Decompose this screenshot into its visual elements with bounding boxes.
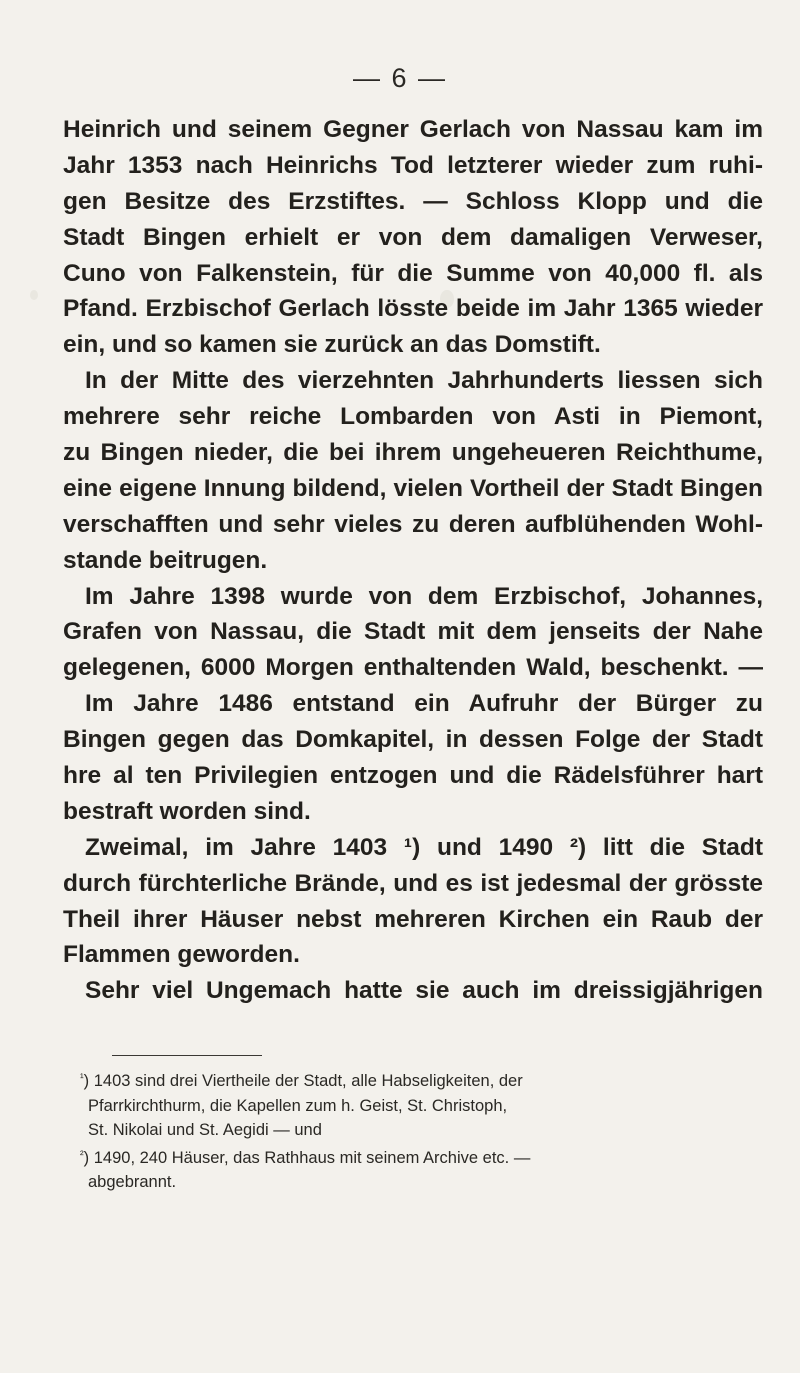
paragraph-start: Im Jahre 1486 entstand ein Aufruhr der Bürger zu [85,690,763,718]
footnote-text: ) 1490, 240 Häuser, das Rathhaus mit seinem Archive etc. — [83,1148,531,1167]
text-line: gen Besitze des Erzstiftes. — Schloss Klopp und die [63,187,763,215]
text-line: zu Bingen nieder, die bei ihrem ungeheueren Reichthume, [63,439,763,467]
text-line: Theil ihrer Häuser nebst mehreren Kirchen ein Raub der [63,905,763,933]
text-line: Heinrich und seinem Gegner Gerlach von Nassau kam im [63,116,763,143]
text-line: durch fürchterliche Brände, und es ist jedesmal der grösste [63,869,763,897]
footnote-mark: ² [80,1148,84,1161]
text-line: eine eigene Innung bildend, vielen Vortheil der Stadt Bingen [63,474,763,502]
text-line: Jahr 1353 nach Heinrichs Tod letzterer wieder zum ruhi- [63,151,763,179]
footnotes [80,1066,763,1195]
footnote-2 [80,1143,763,1171]
text-line: gelegenen, 6000 Morgen enthaltenden Wald, beschenkt. — [63,654,763,682]
text-line: bestraft worden sind. [63,797,311,825]
footnote-divider [112,1055,262,1056]
text-line: Flammen geworden. [63,941,300,969]
text-line: Bingen gegen das Domkapitel, in dessen Folge der Stadt [63,726,763,754]
text-line: stande beitrugen. [63,546,268,574]
text-line: ein, und so kamen sie zurück an das Domstift. [63,331,601,359]
text-line: Stadt Bingen erhielt er von dem damaligen Verweser, [63,223,763,251]
text-line: Cuno von Falkenstein, für die Summe von 40,000 fl. als [63,259,763,287]
footnote-text: Pfarrkirchthurm, die Kapellen zum h. Geist, St. Christoph, [88,1096,508,1115]
footnote-text: St. Nikolai und St. Aegidi — und [88,1121,322,1139]
footnote-1 [80,1066,763,1094]
footnote-text: abgebrannt. [88,1173,177,1191]
paragraph-start: Im Jahre 1398 wurde von dem Erzbischof, Johannes, [85,582,763,610]
footnote-text: ) 1403 sind drei Viertheile der Stadt, alle Habseligkeiten, der [83,1072,523,1090]
text-line: hre al ten Privilegien entzogen und die Rädelsführer hart [63,762,763,790]
paragraph-start: Zweimal, im Jahre 1403 ¹) und 1490 ²) litt die Stadt [85,833,763,861]
text-line: mehrere sehr reiche Lombarden von Asti in Piemont, [63,403,763,431]
body-text [63,112,763,1009]
text-line: Grafen von Nassau, die Stadt mit dem jenseits der Nahe [63,618,763,646]
paragraph-start: Sehr viel Ungemach hatte sie auch im dreissigjährigen [85,977,763,1005]
text-line: verschafften und sehr vieles zu deren aufblühenden Wohl- [63,510,763,538]
text-line: Pfand. Erzbischof Gerlach lösste beide im Jahr 1365 wieder [63,295,763,323]
footnote-mark: ¹ [80,1072,84,1084]
page-number: — 6 — [352,63,448,93]
paper-stain [30,290,38,300]
paragraph-start: In der Mitte des vierzehnten Jahrhunderts liessen sich [85,367,763,395]
